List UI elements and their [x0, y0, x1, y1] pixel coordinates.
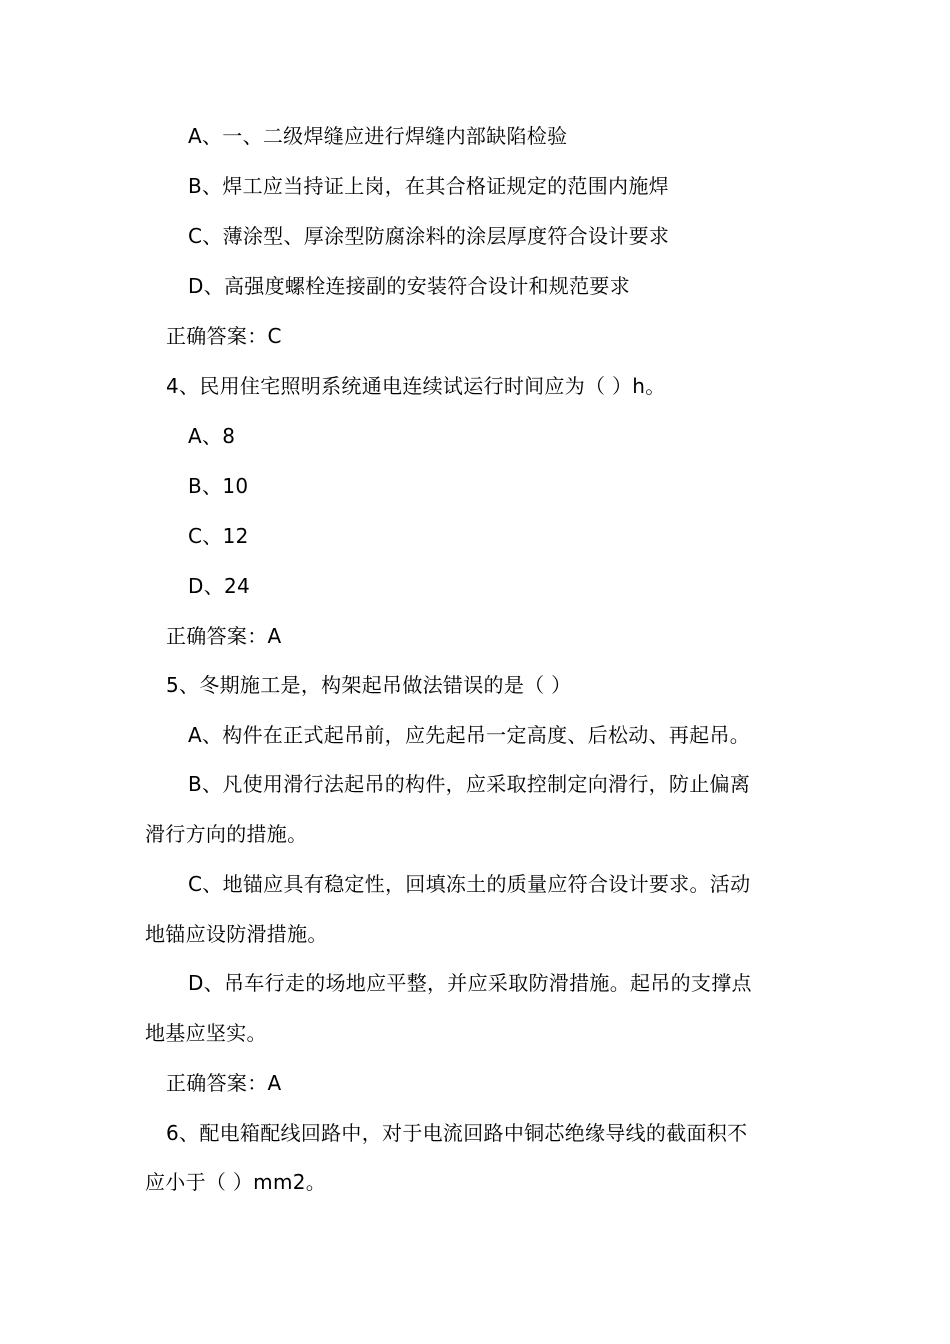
- q4-option-a: A、8: [188, 424, 236, 448]
- q4-answer: 正确答案：A: [166, 624, 282, 648]
- q5-answer: 正确答案：A: [166, 1071, 282, 1095]
- q5-option-d-continued: 地基应坚实。: [145, 1021, 267, 1045]
- q3-option-c: C、薄涂型、厚涂型防腐涂料的涂层厚度符合设计要求: [188, 224, 670, 248]
- q5-option-b: B、凡使用滑行法起吊的构件，应采取控制定向滑行，防止偏离: [188, 772, 751, 796]
- q5-option-d: D、吊车行走的场地应平整，并应采取防滑措施。起吊的支撑点: [188, 971, 752, 995]
- q4-option-c: C、12: [188, 524, 249, 548]
- q5-option-c: C、地锚应具有稳定性，回填冻土的质量应符合设计要求。活动: [188, 872, 751, 896]
- q3-option-a: A、一、二级焊缝应进行焊缝内部缺陷检验: [188, 124, 568, 148]
- q5-option-b-continued: 滑行方向的措施。: [145, 822, 308, 846]
- q3-answer: 正确答案：C: [166, 324, 282, 348]
- q4-option-b: B、10: [188, 474, 249, 498]
- q6-question: 6、配电箱配线回路中，对于电流回路中铜芯绝缘导线的截面积不: [166, 1121, 748, 1145]
- q3-option-d: D、高强度螺栓连接副的安装符合设计和规范要求: [188, 274, 630, 298]
- q4-question: 4、民用住宅照明系统通电连续试运行时间应为（ ）h。: [166, 374, 666, 398]
- q6-question-continued: 应小于（ ）mm2。: [145, 1170, 327, 1194]
- q5-option-a: A、构件在正式起吊前，应先起吊一定高度、后松动、再起吊。: [188, 723, 751, 747]
- q3-option-b: B、焊工应当持证上岗，在其合格证规定的范围内施焊: [188, 174, 669, 198]
- q5-option-c-continued: 地锚应设防滑措施。: [145, 922, 328, 946]
- q4-option-d: D、24: [188, 574, 251, 598]
- q5-question: 5、冬期施工是，构架起吊做法错误的是（ ）: [166, 673, 572, 697]
